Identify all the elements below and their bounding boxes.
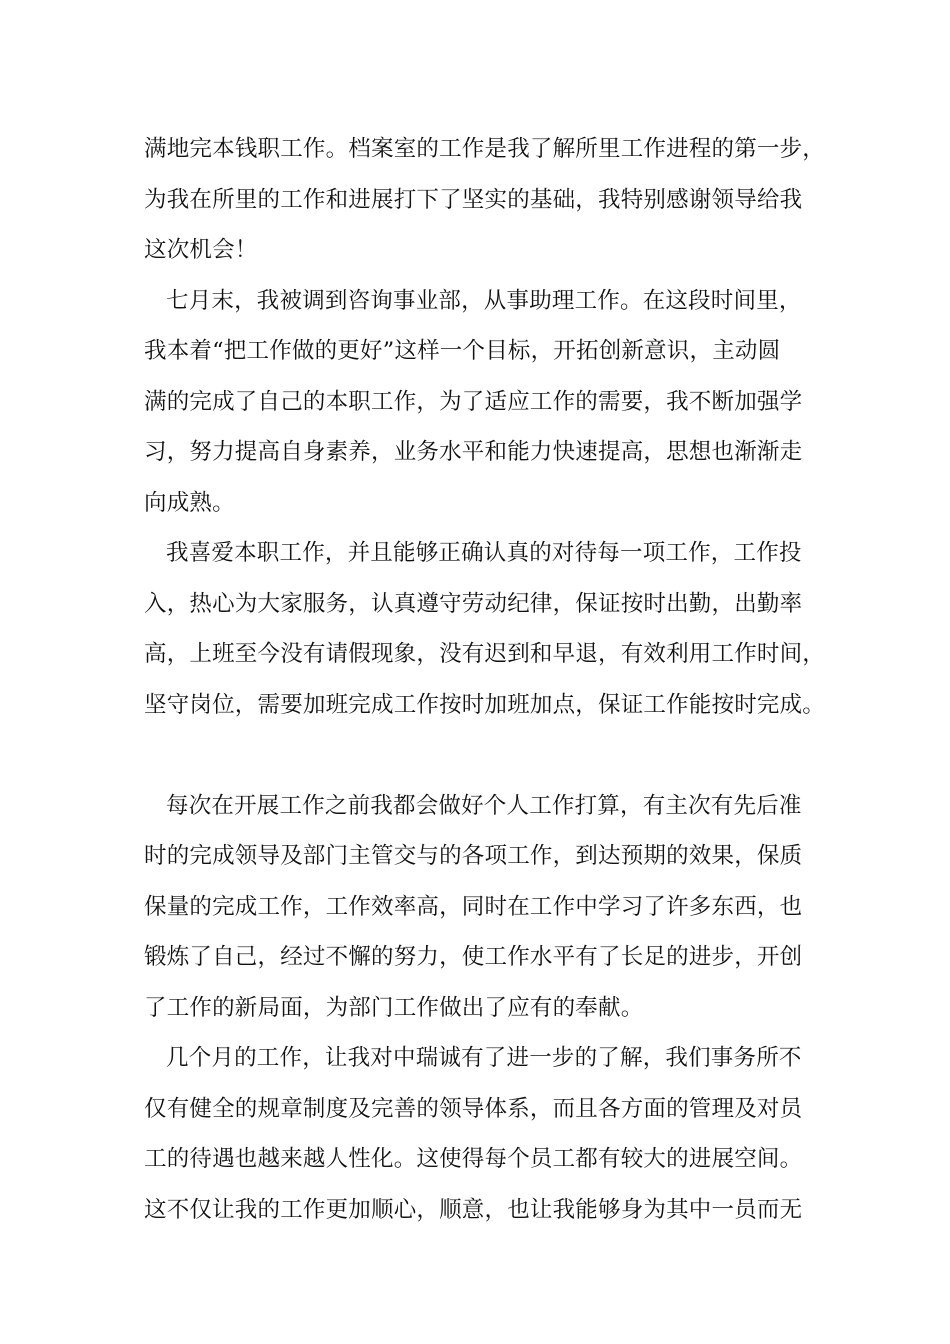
text-line: 锻炼了自己，经过不懈的努力，使工作水平有了长足的进步，开创 (144, 944, 803, 970)
text-line: 我本着“把工作做的更好”这样一个目标，开拓创新意识，主动圆 (144, 338, 781, 364)
paragraph-spacer (144, 730, 834, 781)
text-line: 工的待遇也越来越人性化。这使得每个员工都有较大的进展空间。 (144, 1146, 803, 1172)
text-line: 坚守岗位，需要加班完成工作按时加班加点，保证工作能按时完成。 (144, 691, 826, 718)
text-line: 我喜爱本职工作，并且能够正确认真的对待每一项工作，工作投 (166, 540, 802, 566)
paragraph-4 (144, 781, 834, 1034)
text-line: 这不仅让我的工作更加顺心，顺意，也让我能够身为其中一员而无 (144, 1196, 803, 1223)
paragraph-3 (144, 528, 834, 730)
text-line: 了工作的新局面，为部门工作做出了应有的奉献。 (144, 994, 644, 1021)
text-line: 每次在开展工作之前我都会做好个人工作打算，有主次有先后准 (166, 792, 802, 819)
text-line: 保量的完成工作，工作效率高，同时在工作中学习了许多东西，也 (144, 893, 803, 920)
text-line: 几个月的工作，让我对中瑞诚有了进一步的了解，我们事务所不 (166, 1045, 802, 1071)
text-line: 时的完成领导及部门主管交与的各项工作，到达预期的效果，保质 (144, 843, 803, 869)
text-line: 这次机会！ (144, 237, 258, 263)
text-line: 入，热心为大家服务，认真遵守劳动纪律，保证按时出勤，出勤率 (144, 590, 803, 617)
paragraph-2 (144, 276, 834, 529)
text-line: 满的完成了自己的本职工作，为了适应工作的需要，我不断加强学 (144, 388, 803, 415)
document-body (144, 124, 834, 1235)
text-line: 七月末，我被调到咨询事业部，从事助理工作。在这段时间里， (166, 287, 802, 314)
paragraph-1 (144, 124, 834, 276)
text-line: 向成熟。 (144, 489, 235, 516)
text-line: 高，上班至今没有请假现象，没有迟到和早退，有效利用工作时间， (144, 641, 826, 667)
text-line: 为我在所里的工作和进展打下了坚实的基础，我特别感谢领导给我 (144, 186, 803, 213)
text-line: 仅有健全的规章制度及完善的领导体系，而且各方面的管理及对员 (144, 1095, 803, 1122)
text-line: 习，努力提高自身素养，业务水平和能力快速提高，思想也渐渐走 (144, 439, 803, 465)
paragraph-5 (144, 1033, 834, 1235)
text-line: 满地完本钱职工作。档案室的工作是我了解所里工作进程的第一步， (144, 136, 826, 162)
